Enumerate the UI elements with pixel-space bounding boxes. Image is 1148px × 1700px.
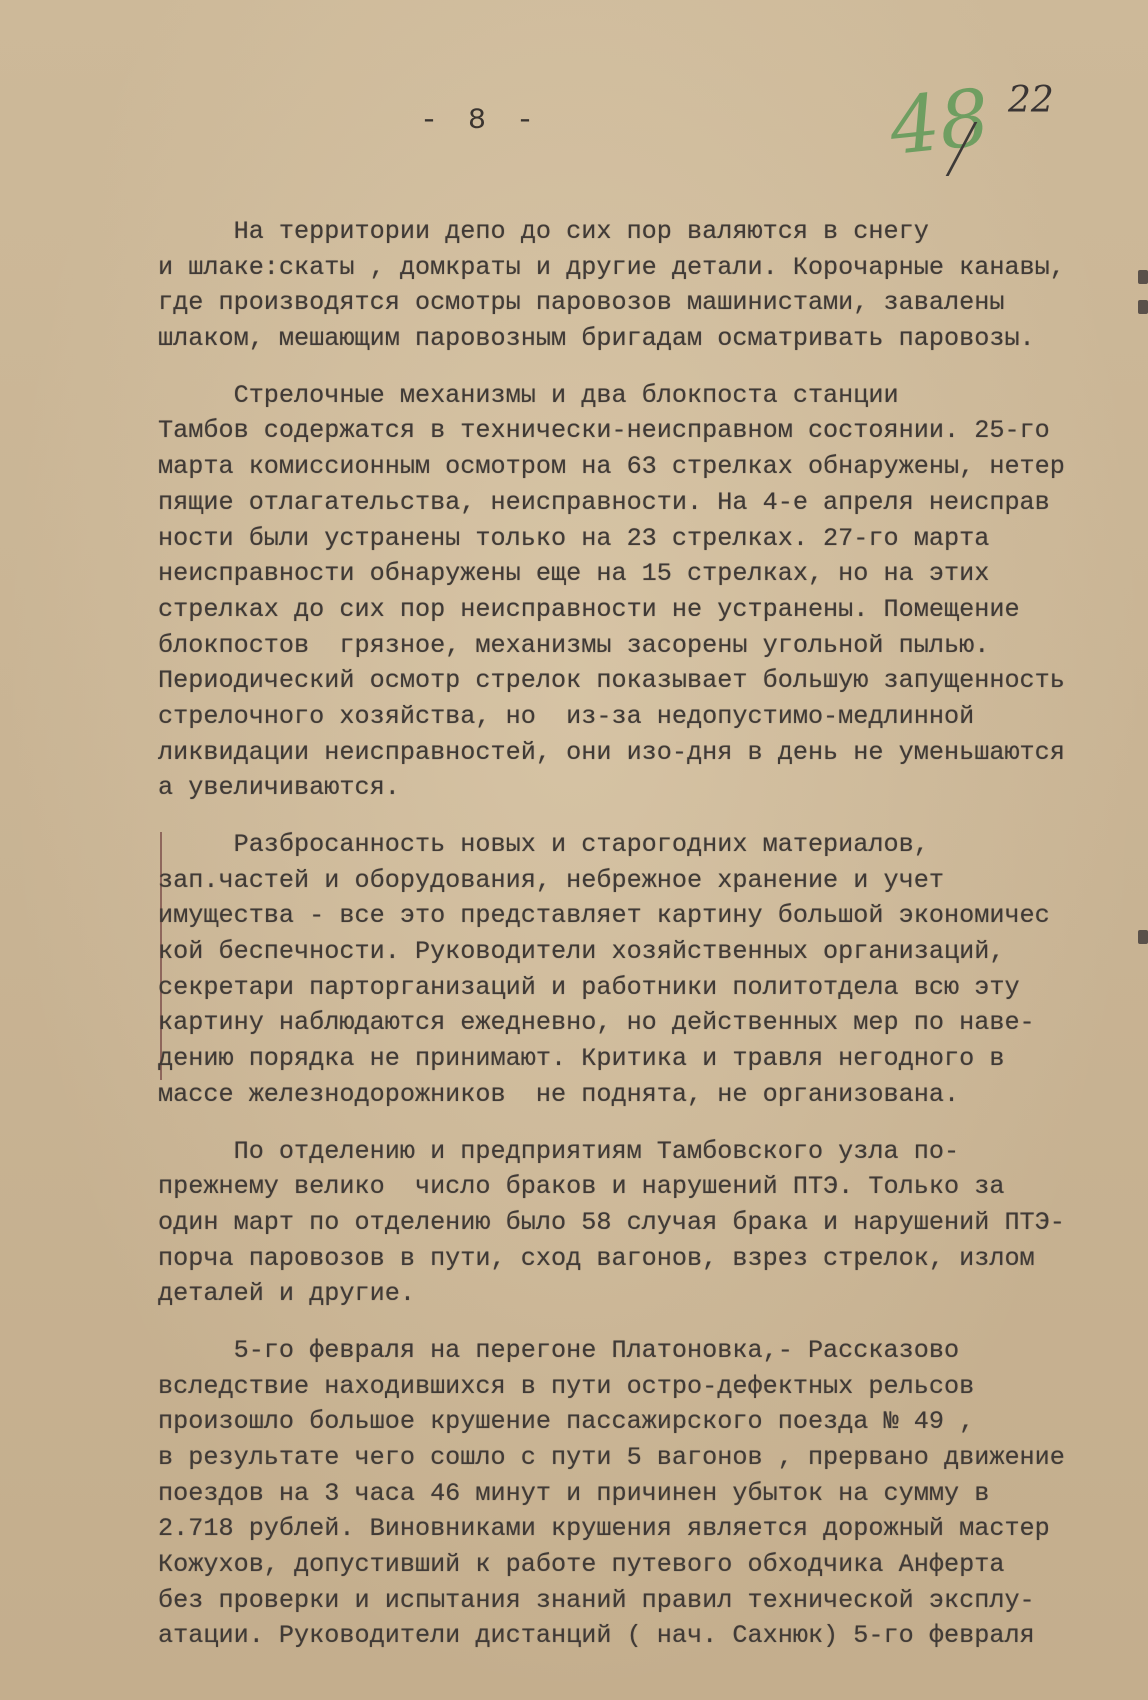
text-line: стрелочного хозяйства, но из-за недопустимо-медлинной [158,701,975,731]
text-line: картину наблюдаются ежедневно, но действенных мер по наве- [158,1008,1035,1038]
text-line: в результате чего сошло с пути 5 вагонов , прервано движение [158,1443,1065,1472]
edge-hole-mark [1138,930,1148,944]
text-line: ликвидации неисправностей, они изо-дня в день не уменьшаются [158,737,1065,767]
text-line: блокпостов грязное, механизмы засорены угольной пылью. [158,630,990,660]
text-line: где производятся осмотры паровозов машинистами, завалены [158,288,1005,318]
paragraph [158,827,1138,1113]
paragraph [158,378,1138,806]
text-line: Разбросанность новых и старогодних материалов, [158,830,929,859]
text-line: 2.718 рублей. Виновниками крушения является дорожный мастер [158,1514,1050,1544]
text-line: поездов на 3 часа 46 минут и причинен убыток на сумму в [158,1478,990,1508]
text-line: произошло большое крушение пассажирского поезда № 49 , [158,1407,975,1437]
text-line: стрелках до сих пор неисправности не устранены. Помещение [158,594,1020,624]
typewritten-text [158,214,1138,1654]
text-line: зап.частей и оборудования, небрежное хранение и учет [158,865,944,895]
text-line: кой беспечности. Руководители хозяйственных организаций, [158,937,1005,967]
text-line: один март по отделению было 58 случая брака и нарушений ПТЭ- [158,1207,1065,1237]
text-line: Стрелочные механизмы и два блокпоста станции [158,380,899,410]
text-line: Периодический осмотр стрелок показывает большую запущенность [158,666,1065,696]
text-line: без проверки и испытания знаний правил технической эксплу- [158,1585,1035,1615]
text-line: порча паровозов в пути, сход вагонов, взрез стрелок, излом [158,1243,1035,1273]
text-line: неисправности обнаружены еще на 15 стрелках, но на этих [158,559,990,589]
text-line: На территории депо до сих пор валяются в снегу [158,217,929,246]
paragraph [158,1134,1138,1312]
text-line: марта комиссионным осмотром на 63 стрелках обнаружены, нетер [158,452,1065,482]
text-line: ности были устранены только на 23 стрелках. 27-го марта [158,523,990,553]
text-line: секретари парторганизаций и работники политотдела всю эту [158,972,1020,1002]
text-line: По отделению и предприятиям Тамбовского узла по- [158,1136,960,1166]
edge-hole-mark [1138,300,1148,314]
paragraph [158,214,1138,357]
edge-hole-mark [1138,270,1148,284]
text-line: Кожухов, допустивший к работе путевого обходчика Анферта [158,1550,1005,1580]
text-line: прежнему велико число браков и нарушений ПТЭ. Только за [158,1172,1005,1202]
text-line: 5-го февраля на перегоне Платоновка,- Рассказово [158,1335,960,1365]
page-number: - 8 - [420,104,541,138]
text-line: шлаком, мешающим паровозным бригадам осматривать паровозы. [158,324,1035,354]
sheet-number: 22 [1008,80,1054,121]
text-line: массе железнодорожников не поднята, не организована. [158,1079,960,1109]
text-line: деталей и другие. [158,1279,415,1309]
text-line: атации. Руководители дистанций ( нач. Сахнюк) 5-го февраля [158,1621,1035,1651]
text-line: вследствие находившихся в пути остро-дефектных рельсов [158,1371,975,1401]
paragraph [158,1333,1138,1654]
text-line: Тамбов содержатся в технически-неисправном состоянии. 25-го [158,416,1050,446]
text-line: имущества - все это представляет картину большой экономичес [158,901,1050,931]
text-line: а увеличиваются. [158,773,400,803]
archive-number-stamp: 48 [885,73,994,173]
text-line: пящие отлагательства, неисправности. На 4-е апреля неисправ [158,487,1050,517]
text-line: дению порядка не принимают. Критика и травля негодного в [158,1044,1005,1074]
text-line: и шлаке:скаты , домкраты и другие детали. Корочарные канавы, [158,252,1065,282]
